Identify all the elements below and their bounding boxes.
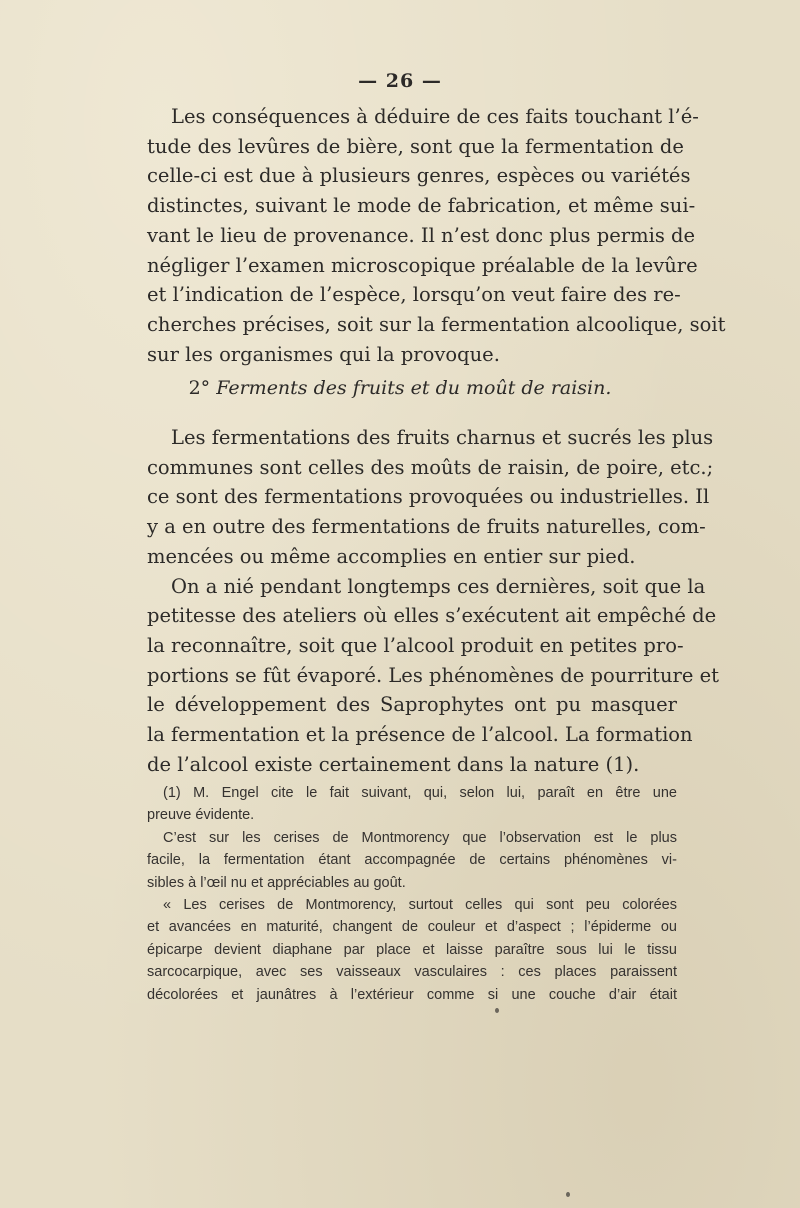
text-line: y a en outre des fermentations de fruits naturelles, com- <box>147 515 706 539</box>
footnote-line: décolorées et jaunâtres à l’extérieur comme si une couche d’air était <box>147 986 677 1003</box>
footnote <box>147 782 677 1006</box>
paragraph-consequences <box>147 102 726 369</box>
text-line: négliger l’examen microscopique préalable de la levûre <box>147 253 698 277</box>
text-line: distinctes, suivant le mode de fabrication, et même sui- <box>147 194 696 218</box>
footnote-line: facile, la fermentation étant accompagnée de certains phénomènes vi- <box>147 852 677 869</box>
footnote-line: C’est sur les cerises de Montmorency que l’observation est le plus <box>163 829 677 846</box>
section-number: 2° <box>188 377 211 399</box>
text-line: ce sont des fermentations provoquées ou industrielles. Il <box>147 485 710 509</box>
section-heading <box>0 377 800 399</box>
text-line: de l’alcool existe certainement dans la nature (1). <box>147 752 640 776</box>
text-line: Les fermentations des fruits charnus et sucrés les plus <box>171 426 714 449</box>
paper-speck <box>495 1008 499 1013</box>
text-line: la fermentation et la présence de l’alcool. La formation <box>147 723 693 747</box>
footnote-line: preuve évidente. <box>147 807 255 824</box>
text-line: vant le lieu de provenance. Il n’est donc plus permis de <box>147 223 696 247</box>
text-line: celle-ci est due à plusieurs genres, espèces ou variétés <box>147 164 691 188</box>
footnote-line: « Les cerises de Montmorency, surtout celles qui sont peu colorées <box>163 897 677 914</box>
text-line: portions se fût évaporé. Les phénomènes de pourriture et <box>147 663 719 687</box>
footnote-line: épicarpe devient diaphane par place et laisse paraître sous lui le tissu <box>147 941 677 958</box>
text-line: tude des levûres de bière, sont que la fermentation de <box>147 134 684 158</box>
text-line: mencées ou même accomplies en entier sur pied. <box>147 544 636 568</box>
footnote-line: et avancées en maturité, changent de couleur et d’aspect ; l’épiderme ou <box>147 919 677 936</box>
paper-speck <box>566 1192 570 1197</box>
text-line: petitesse des ateliers où elles s’exécutent ait empêché de <box>147 604 717 628</box>
footnote-line: sarcocarpique, avec ses vaisseaux vasculaires : ces places paraissent <box>147 964 677 981</box>
text-line: cherches précises, soit sur la fermentation alcoolique, soit <box>147 312 726 336</box>
text-line: sur les organismes qui la provoque. <box>147 342 500 366</box>
text-line: On a nié pendant longtemps ces dernières, soit que la <box>171 574 706 598</box>
footnote-line: (1) M. Engel cite le fait suivant, qui, selon lui, paraît en être une <box>163 785 677 801</box>
text-line: communes sont celles des moûts de raisin, de poire, etc.; <box>147 455 714 479</box>
page-number: — 26 — <box>358 70 442 92</box>
paragraph-fermentations <box>147 423 719 779</box>
section-title: Ferments des fruits et du moût de raisin. <box>216 377 612 399</box>
text-line: Les conséquences à déduire de ces faits touchant l’é- <box>171 105 699 128</box>
text-line: et l’indication de l’espèce, lorsqu’on veut faire des re- <box>147 283 681 307</box>
text-line: le développement des Saprophytes ont pu masquer <box>147 693 677 717</box>
footnote-line: sibles à l’œil nu et appréciables au goût. <box>147 874 406 891</box>
text-line: la reconnaître, soit que l’alcool produit en petites pro- <box>147 633 684 657</box>
